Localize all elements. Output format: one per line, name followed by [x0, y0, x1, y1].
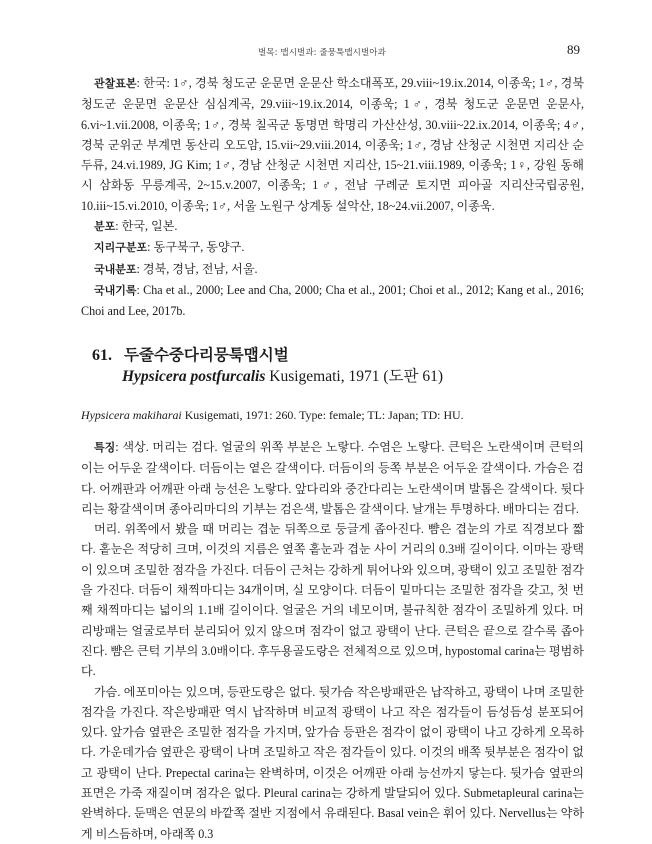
description-thorax: 가슴. 에포미아는 있으며, 등판도랑은 없다. 뒷가슴 작은방패판은 납작하고, 광택이 나며 조밀한 점각을 가진다. 작은방패판 역시 납작하며 비교적 광택이 나고 작은 점각들이 듬성듬성 분포되어 있다. 앞가슴 옆판은 조밀한 점각을 가지며, 앞가슴 등판은 점각이 없이 광택이 나고 강하게 오목하다. 가운데가슴 옆판은 광택이 나며 조밀하고 작은 점각들이 있다. 이것의 배쪽 뒷부분은 점각이 없고 광택이 난다. Prepectal carina는 완벽하며, 이것은 어깨판 아래 능선까지 닿는다. 뒷가슴 옆판의 표면은 가죽 재질이며 점각은 없다. Pleural carina는 강하게 발달되어 있다. Submetapleural carina는 완벽하다. 둔맥은 연문의 바깥쪽 절반 지점에서 유래된다. Basal vein은 휘어 있다. Nervellus는 약하게 비스듬하며, 아래쪽 0.3	[81, 684, 584, 841]
korean-records-text: : Cha et al., 2000; Lee and Cha, 2000; Cha et al., 2001; Choi et al., 2012; Kang et al., 2016; Choi and Lee, 2017b.	[81, 282, 584, 319]
domestic-text: : 경북, 경남, 전남, 서울.	[136, 261, 258, 276]
korean-records-label: 국내기록	[94, 283, 137, 297]
synonym-name: Hypsicera makiharai	[81, 408, 182, 422]
species-korean-name: 두줄수중다리뭉툭맵시벌	[124, 346, 289, 364]
running-title: 벌목: 맵시벌과: 줄뭉툭맵시벌아과	[258, 48, 386, 58]
species-authority: Kusigemati, 1971 (도판 61)	[265, 368, 443, 385]
description-label: 특징	[94, 441, 116, 454]
material-label: 관찰표본	[94, 77, 137, 90]
synonym-line	[81, 406, 584, 424]
domestic-label: 국내분포	[94, 262, 137, 276]
zoogeography-text: : 동구북구, 동양구.	[147, 240, 245, 255]
species-scientific-heading	[92, 366, 572, 388]
distribution-text: : 한국, 일본.	[115, 219, 178, 234]
distribution	[81, 216, 584, 237]
korean-records	[81, 280, 584, 322]
species-number: 61.	[92, 347, 112, 364]
species-heading	[92, 345, 572, 388]
description-p1: : 색상. 머리는 검다. 얼굴의 위쪽 부분은 노랗다. 수염은 노랗다. 큰턱은 노란색이며 큰턱의 이는 어두운 갈색이다. 더듬이는 옅은 갈색이다. 더듬이의 등쪽 부분은 어두운 갈색이다. 가슴은 검다. 어깨판과 어깨판 아래 능선은 노랗다. 앞다리와 중간다리는 노란색이며 발톱은 갈색이다. 뒷다리는 황갈색이며 종아리마디의 기부는 검은색, 발톱은 갈색이다. 날개는 투명하다. 배마디는 검다.	[81, 440, 584, 516]
description-block	[81, 437, 584, 844]
material-text: : 한국: 1♂, 경북 청도군 운문면 운문산 학소대폭포, 29.viii~19.ix.2014, 이종욱; 1♂, 경북 청도군 운문면 운문산 심심계곡, 29.viii~19.ix.2014, 이종욱; 1♂, 경북 청도군 운문면 운문사, 6.vi~1.vii.2008, 이종욱; 1♂, 경북 칠곡군 동명면 학명리 가산산성, 30.viii~22.ix.2014, 이종욱; 4♂, 경북 군위군 부계면 동산리 오도암, 15.vii~29.viii.2014, 이종욱; 1♂, 경남 산청군 시천면 지리산 순두류, 24.vi.1989, JG Kim; 1♂, 경남 산청군 시천면 지리산, 15~21.viii.1989, 이종욱; 1♀, 강원 동해시 삼화동 무릉계곡, 2~15.v.2007, 이종욱; 1♂, 전남 구례군 토지면 피아골 지리산국립공원, 10.iii~15.vi.2010, 이종욱; 1♂, 서울 노원구 상계동 설악산, 18~24.vii.2007, 이종욱.	[81, 76, 584, 213]
zoogeography	[81, 237, 584, 258]
page-number: 89	[567, 42, 580, 57]
zoogeography-label: 지리구분포	[94, 241, 148, 255]
records-block	[81, 73, 584, 322]
description-color	[81, 437, 584, 519]
distribution-label: 분포	[94, 220, 116, 234]
description-head: 머리. 위쪽에서 봤을 때 머리는 겹눈 뒤쪽으로 둥글게 좁아진다. 뺨은 겹눈의 가로 직경보다 짧다. 홑눈은 적당히 크며, 이것의 지름은 옆쪽 홑눈과 겹눈 사이 거리의 0.3배 길이이다. 이마는 광택이 있으며 조밀한 점각을 가진다. 더듬이 근처는 강하게 튀어나와 있으며, 광택이 있고 조밀한 점각을 가진다. 더듬이 채찍마디는 34개이며, 실 모양이다. 더듬이 밑마디는 조밀한 점각을 갖고, 첫 번째 채찍마디는 넓이의 1.1배 길이이다. 얼굴은 거의 네모이며, 불규칙한 점각이 조밀하게 있다. 머리방패는 얼굴로부터 분리되어 있지 않으며 점각이 없고 광택이 난다. 큰턱은 끝으로 갈수록 좁아진다. 뺨은 큰턱 기부의 3.0배이다. 후두용골도랑은 전체적으로 있으며, hypostomal carina는 평범하다.	[81, 522, 584, 679]
domestic-distribution	[81, 259, 584, 280]
species-scientific-name: Hypsicera postfurcalis	[122, 368, 266, 385]
species-korean-heading	[92, 345, 572, 366]
material-examined	[81, 73, 584, 216]
synonym-text: Kusigemati, 1971: 260. Type: female; TL: Japan; TD: HU.	[181, 408, 464, 422]
running-header	[0, 42, 652, 62]
